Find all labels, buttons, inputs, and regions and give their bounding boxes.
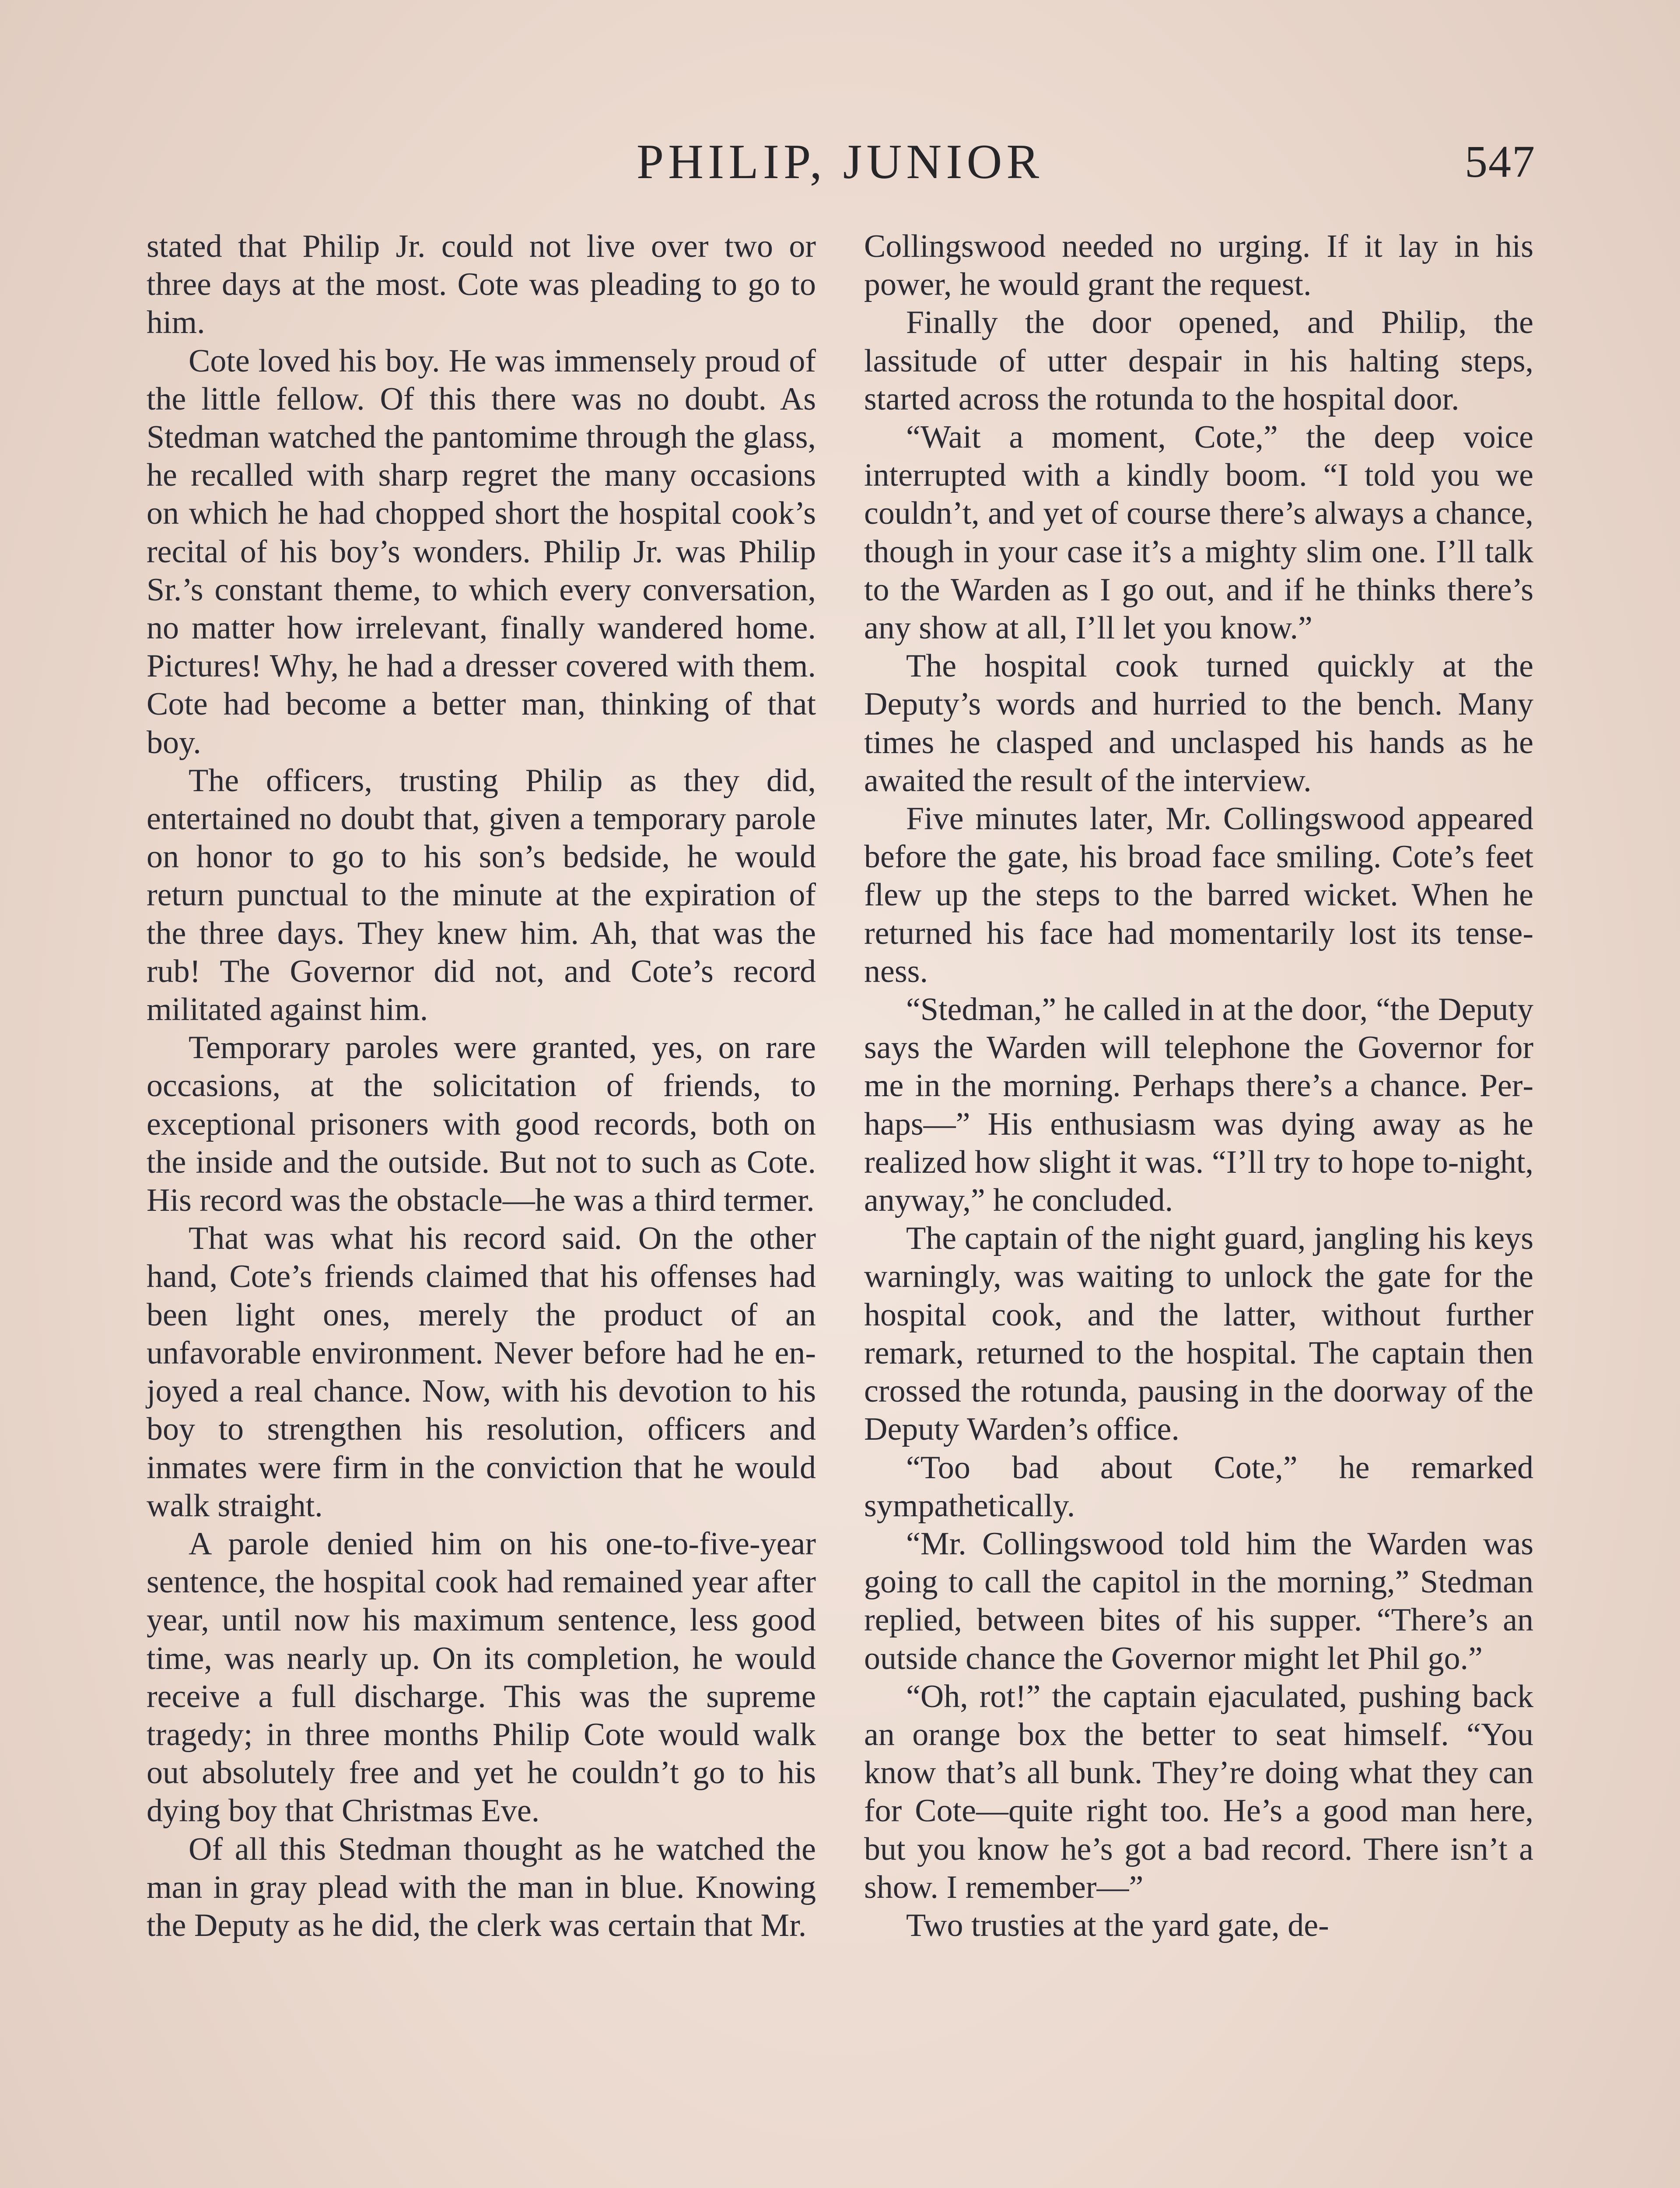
paragraph: Of all this Stedman thought as he watched the man in gray plead with the man in blue. Knowing the Deputy as he did, the clerk was certain that Mr. [147, 1831, 816, 1943]
paragraph: stated that Philip Jr. could not live over two or three days at the most. Cote was pleading to go to him. [147, 228, 816, 341]
paragraph: The captain of the night guard, jangling his keys warningly, was waiting to unlock the gate for the hospital cook, and the latter, without further remark, returned to the hospital. The captain then crossed the rotunda, pausing in the doorway of the Deputy Warden’s office. [864, 1220, 1533, 1448]
running-title: PHILIP, JUNIOR [636, 135, 1044, 189]
paragraph: “Wait a moment, Cote,” the deep voice interrupted with a kindly boom. “I told you we couldn’t, and yet of course there’s always a chance, though in your case it’s a mighty slim one. I’ll talk to the Warden as I go out, and if he thinks there’s any show at all, I’ll let you know.” [864, 419, 1533, 646]
paragraph: A parole denied him on his one-to-five-year sentence, the hospital cook had remained year after year, until now his maximum sentence, less good time, was nearly up. On its completion, he would receive a full discharge. This was the supreme tragedy; in three months Philip Cote would walk out absolutely free and yet he couldn’t go to his dying boy that Christmas Eve. [147, 1525, 816, 1829]
paragraph: Cote loved his boy. He was immensely proud of the little fellow. Of this there was no doubt. As Stedman watched the pantomime through the glass, he recalled with sharp regret the many occasions on which he had chopped short the hospital cook’s recital of his boy’s wonders. Philip Jr. was Philip Sr.’s constant theme, to which every conversation, no matter how irrelevant, finally wandered home. Pictures! Why, he had a dresser covered with them. Cote had become a better man, thinking of that boy. [147, 343, 816, 761]
paragraph: “Mr. Collingswood told him the Warden was going to call the capitol in the morning,” Stedman replied, between bites of his supper. “There’s an outside chance the Governor might let Phil go.” [864, 1525, 1533, 1676]
paragraph: Collingswood needed no urging. If it lay in his power, he would grant the request. [864, 228, 1533, 303]
paragraph: “Stedman,” he called in at the door, “the Deputy says the Warden will telephone the Governor for me in the morning. Perhaps there’s a chance. Perhaps—” His enthusiasm was dying away as he realized how slight it was. “I’ll try to hope to-night, anyway,” he concluded. [864, 992, 1533, 1219]
paragraph: Five minutes later, Mr. Collingswood appeared before the gate, his broad face smiling. Cote’s feet flew up the steps to the barred wicket. When he returned his face had momentarily lost its tenseness. [864, 801, 1533, 989]
right-column [864, 228, 1533, 1945]
left-column [147, 228, 816, 1945]
paragraph: The hospital cook turned quickly at the Deputy’s words and hurried to the bench. Many times he clasped and unclasped his hands as he awaited the result of the interview. [864, 648, 1533, 799]
paragraph: The officers, trusting Philip as they did, entertained no doubt that, given a temporary parole on honor to go to his son’s bedside, he would return punctual to the minute at the expiration of the three days. They knew him. Ah, that was the rub! The Governor did not, and Cote’s record militated against him. [147, 762, 816, 1028]
paragraph: “Oh, rot!” the captain ejaculated, pushing back an orange box the better to seat himself. “You know that’s all bunk. They’re doing what they can for Cote—quite right too. He’s a good man here, but you know he’s got a bad record. There isn’t a show. I remember—” [864, 1678, 1533, 1905]
paragraph: That was what his record said. On the other hand, Cote’s friends claimed that his offenses had been light ones, merely the product of an unfavorable environment. Never before had he enjoyed a real chance. Now, with his devotion to his boy to strengthen his resolution, officers and inmates were firm in the conviction that he would walk straight. [147, 1220, 816, 1524]
paragraph: “Too bad about Cote,” he remarked sympathetically. [864, 1449, 1533, 1524]
paragraph: Two trusties at the yard gate, de- [906, 1907, 1329, 1943]
page-header [144, 131, 1536, 193]
paragraph: Finally the door opened, and Philip, the lassitude of utter despair in his halting steps, started across the rotunda to the hospital door. [864, 305, 1533, 417]
paragraph: Temporary paroles were granted, yes, on rare occasions, at the solicitation of friends, to exceptional prisoners with good records, both on the inside and the outside. But not to such as Cote. His record was the obstacle—he was a third termer. [147, 1030, 816, 1219]
page-number: 547 [1465, 137, 1536, 187]
